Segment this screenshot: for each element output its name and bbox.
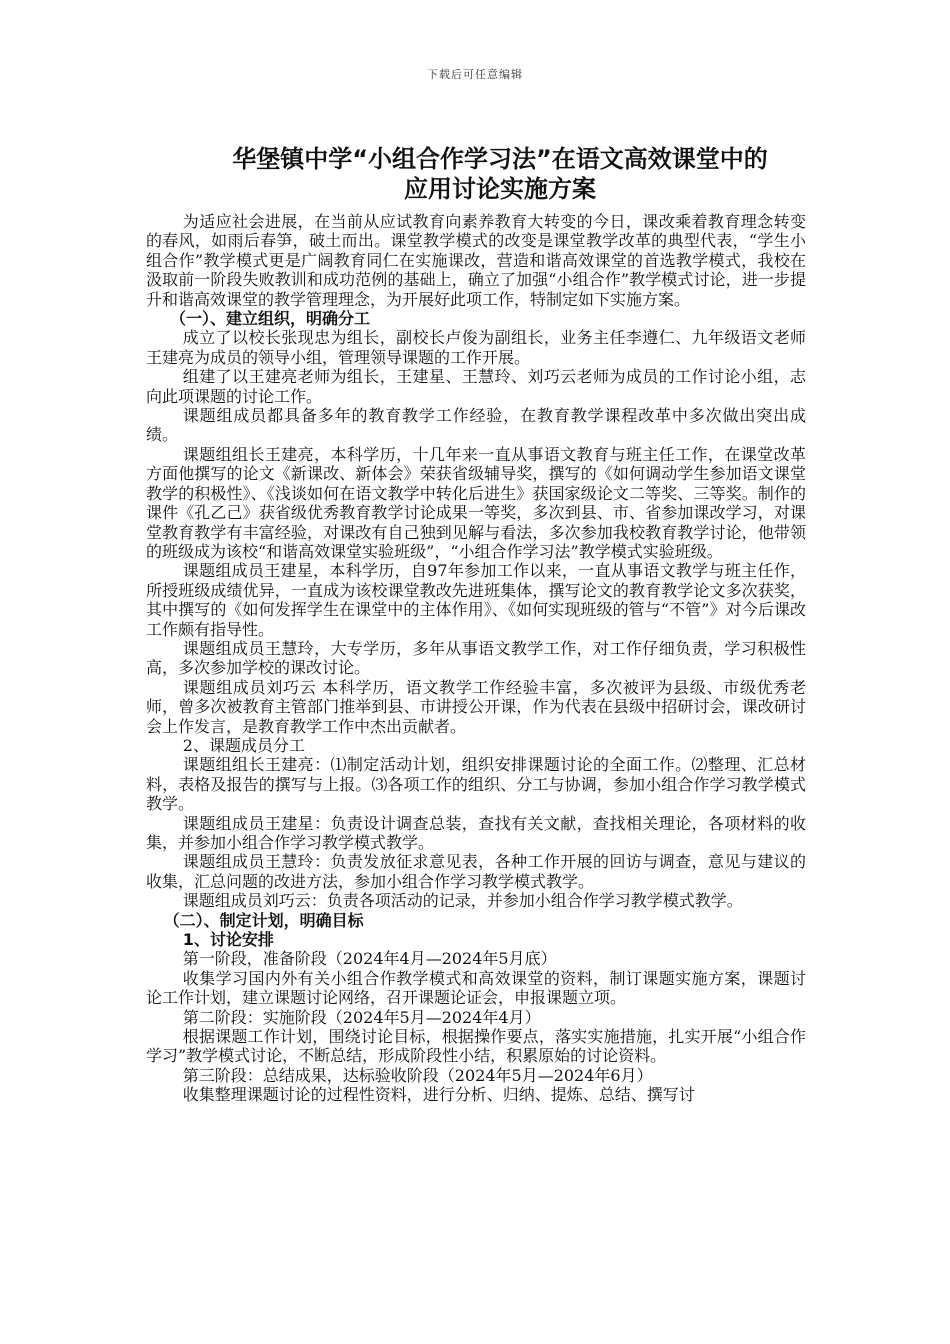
paragraph: 课题组成员王慧玲：负责发放征求意见表，各种工作开展的回访与调查，意见与建议的收集，汇总问题的改进方法，参加小组合作学习教学模式教学。 [146,852,806,891]
document-title-line-1: 华堡镇中学“小组合作学习法”在语文高效课堂中的 [232,145,768,173]
section-heading-1: （一）、建立组织，明确分工 [170,309,371,329]
paragraph: 收集整理课题讨论的过程性资料，进行分析、归纳、提炼、总结、撰写讨 [182,1085,695,1105]
subsection-heading: 2、课题成员分工 [182,735,305,755]
stage-line: 第二阶段：实施阶段（2024年5月—2024年4月） [182,1007,541,1027]
paragraph: 课题组成员刘巧云 本科学历，语文教学工作经验丰富，多次被评为县级、市级优秀老师，曾多次被教育主管部门推举到县、市讲授公开课，作为代表在县级中招研讨会，课改研讨会上作发言，是教育教学工作中杰出贡献者。 [146,677,806,736]
stage-line: 第三阶段：总结成果，达标验收阶段（2024年5月—2024年6月） [182,1065,653,1085]
paragraph: 课题组组长王建亮，本科学历，十几年来一直从事语文教育与班主任工作，在课堂改革方面他撰写的论文《新课改、新体会》荣获省级辅导奖，撰写的《如何调动学生参加语文课堂教学的积极性》、《浅谈如何在语文教学中转化后进生》获国家级论文二等奖、三等奖。制作的课件《孔乙己》获省级优秀教育教学讨论成果一等奖，多次到县、市、省参加课改学习，对课堂教育教学有丰富经验，对课改有自己独到见解与看法，多次参加我校教育教学讨论，他带领的班级成为该校“和谐高效课堂实验班级”，“小组合作学习法”教学模式实验班级。 [146,444,806,561]
paragraph: 课题组成员都具备多年的教育教学工作经验，在教育教学课程改革中多次做出突出成绩。 [146,406,806,445]
paragraph: 课题组成员王建星，本科学历，自97年参加工作以来，一直从事语文教学与班主任作，所授班级成绩优异，一直成为该校课堂教改先进班集体，撰写论文的教育教学论文多次获奖，其中撰写的《如何发挥学生在课堂中的主体作用》、《如何实现班级的管与“不管”》对今后课改工作颇有指导性。 [146,561,806,639]
paragraph: 根据课题工作计划，围绕讨论目标，根据操作要点，落实实施措施，扎实开展“小组合作学习”教学模式讨论，不断总结，形成阶段性小结，积累原始的讨论资料。 [146,1027,806,1066]
stage-line: 第一阶段，准备阶段（2024年4月—2024年5月底） [182,949,557,969]
paragraph: 课题组成员王慧玲，大专学历，多年从事语文教学工作，对工作仔细负责，学习积极性高，多次参加学校的课改讨论。 [146,638,806,678]
page-header-note: 下载后可任意编辑 [427,68,523,81]
intro-paragraph: 为适应社会进展，在当前从应试教育向素养教育大转变的今日，课改乘着教育理念转变的春风，如雨后春笋，破土而出。课堂教学模式的改变是课堂教学改革的典型代表，“学生小组合作”教学模式更是广阔教育同仁在实施课改，营造和谐高效课堂的首选教学模式，我校在汲取前一阶段失败教训和成功范例的基础上，确立了加强“小组合作”教学模式讨论，进一步提升和谐高效课堂的教学管理理念，为开展好此项工作，特制定如下实施方案。 [146,212,806,309]
subsection-heading: 1、讨论安排 [182,930,274,950]
paragraph: 收集学习国内外有关小组合作教学模式和高效课堂的资料，制订课题实施方案，课题讨论工作计划，建立课题讨论网络，召开课题论证会，申报课题立项。 [146,968,806,1008]
paragraph: 组建了以王建亮老师为组长，王建星、王慧玲、刘巧云老师为成员的工作讨论小组，志向此项课题的讨论工作。 [146,367,806,406]
paragraph: 课题组组长王建亮：⑴制定活动计划，组织安排课题讨论的全面工作。⑵整理、汇总材料，表格及报告的撰写与上报。⑶各项工作的组织、分工与协调，参加小组合作学习教学模式教学。 [146,755,806,814]
document-body [146,212,806,1105]
paragraph: 课题组成员刘巧云：负责各项活动的记录，并参加小组合作学习教学模式教学。 [182,891,743,911]
paragraph: 成立了以校长张现忠为组长，副校长卢俊为副组长，业务主任李遵仁、九年级语文老师王建亮为成员的领导小组，管理领导课题的工作开展。 [146,328,806,367]
section-heading-2: （二）、制定计划，明确目标 [163,910,364,930]
paragraph: 课题组成员王建星：负责设计调查总装，查找有关文献，查找相关理论，各项材料的收集，并参加小组合作学习教学模式教学。 [146,813,806,852]
document-title-line-2: 应用讨论实施方案 [404,175,596,203]
